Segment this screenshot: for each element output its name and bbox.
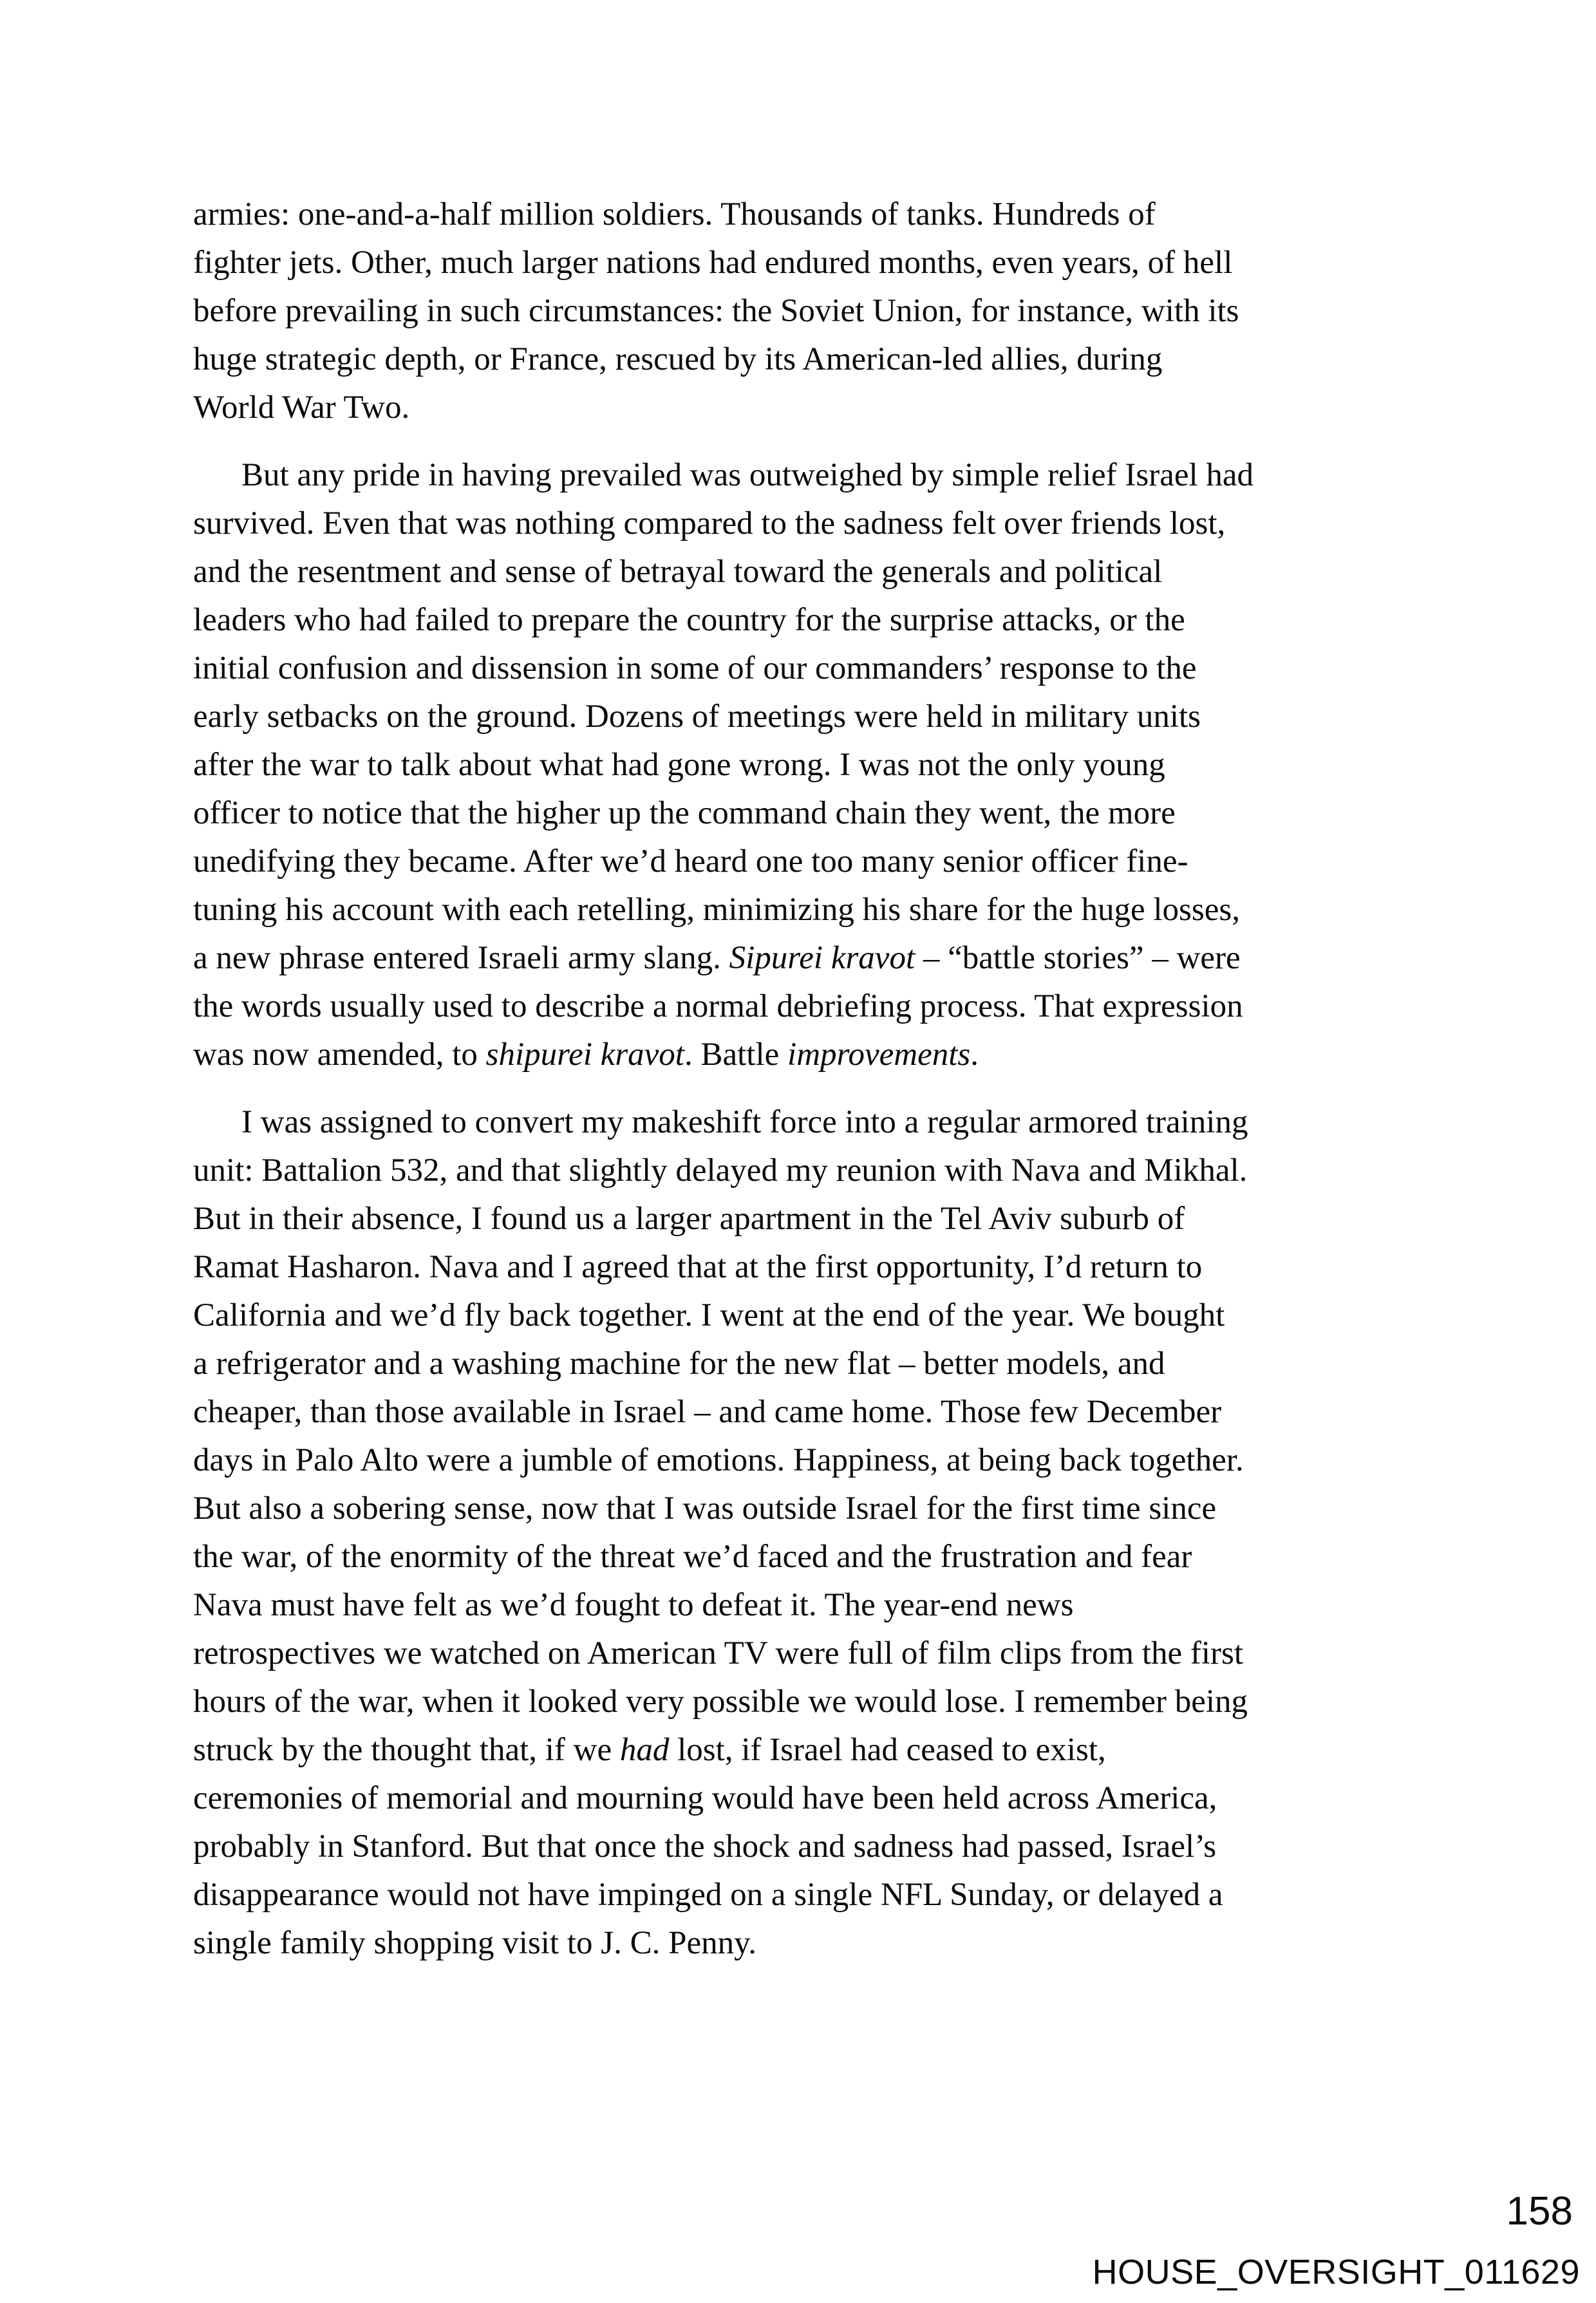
italic-text-segment: improvements xyxy=(787,1037,971,1073)
text-segment: unit: Battalion 532, and that slightly delayed my reunion with Nava and Mikhal. xyxy=(193,1152,1248,1189)
text-line xyxy=(193,644,1436,693)
text-line xyxy=(193,1919,1436,1968)
text-segment: disappearance would not have impinged on a single NFL Sunday, or delayed a xyxy=(193,1877,1223,1913)
text-line xyxy=(193,287,1436,335)
text-line xyxy=(193,1774,1436,1823)
text-segment: . xyxy=(970,1037,979,1073)
text-line xyxy=(193,1678,1436,1726)
text-line xyxy=(193,1726,1436,1774)
text-line xyxy=(193,1823,1436,1871)
text-segment: lost, if Israel had ceased to exist, xyxy=(669,1732,1106,1768)
text-line xyxy=(193,451,1436,500)
text-segment: the words usually used to describe a normal debriefing process. That expression xyxy=(193,988,1243,1024)
italic-text-segment: shipurei kravot xyxy=(485,1037,684,1073)
text-line xyxy=(193,1195,1436,1243)
text-segment: World War Two. xyxy=(193,390,410,426)
text-segment: struck by the thought that, if we xyxy=(193,1732,620,1768)
text-line xyxy=(193,789,1436,838)
text-segment: single family shopping visit to J. C. Penny. xyxy=(193,1925,757,1961)
text-segment: cheaper, than those available in Israel – and came home. Those few December xyxy=(193,1394,1222,1430)
text-line xyxy=(193,741,1436,789)
text-line xyxy=(193,1098,1436,1147)
text-line xyxy=(193,1485,1436,1533)
text-segment: days in Palo Alto were a jumble of emotions. Happiness, at being back together. xyxy=(193,1442,1244,1478)
text-segment: Ramat Hasharon. Nava and I agreed that at the first opportunity, I’d return to xyxy=(193,1249,1203,1285)
text-line xyxy=(193,191,1436,239)
text-line xyxy=(193,1031,1436,1079)
text-segment: early setbacks on the ground. Dozens of meetings were held in military units xyxy=(193,699,1201,735)
text-line xyxy=(193,548,1436,596)
text-line xyxy=(193,1581,1436,1630)
text-segment: hours of the war, when it looked very possible we would lose. I remember being xyxy=(193,1684,1248,1720)
text-segment: probably in Stanford. But that once the shock and sadness had passed, Israel’s xyxy=(193,1828,1217,1865)
page-number: 158 xyxy=(1506,2189,1573,2233)
text-line xyxy=(193,1388,1436,1436)
text-segment: a new phrase entered Israeli army slang. xyxy=(193,940,729,976)
text-segment: before prevailing in such circumstances: the Soviet Union, for instance, with its xyxy=(193,293,1239,329)
text-line xyxy=(193,1243,1436,1292)
text-block xyxy=(193,191,1436,1968)
text-segment: survived. Even that was nothing compared to the sadness felt over friends lost, xyxy=(193,505,1226,541)
text-line xyxy=(193,1340,1436,1388)
text-line xyxy=(193,1147,1436,1195)
text-segment: initial confusion and dissension in some of our commanders’ response to the xyxy=(193,650,1197,686)
text-segment: leaders who had failed to prepare the country for the surprise attacks, or the xyxy=(193,602,1185,638)
text-line xyxy=(193,1871,1436,1919)
text-segment: was now amended, to xyxy=(193,1037,486,1073)
text-segment: after the war to talk about what had gone wrong. I was not the only young xyxy=(193,747,1165,783)
text-segment: officer to notice that the higher up the command chain they went, the more xyxy=(193,795,1176,831)
text-segment: Nava must have felt as we’d fought to defeat it. The year-end news xyxy=(193,1587,1074,1623)
text-line xyxy=(193,239,1436,287)
text-segment: and the resentment and sense of betrayal toward the generals and political xyxy=(193,554,1163,590)
text-segment: huge strategic depth, or France, rescued by its American-led allies, during xyxy=(193,341,1163,377)
italic-text-segment: Sipurei kravot xyxy=(729,940,915,976)
text-line xyxy=(193,335,1436,384)
text-segment: California and we’d fly back together. I went at the end of the year. We bought xyxy=(193,1297,1225,1333)
text-segment: . Battle xyxy=(684,1037,788,1073)
text-segment: retrospectives we watched on American TV were full of film clips from the first xyxy=(193,1635,1244,1671)
text-line xyxy=(193,982,1436,1031)
text-segment: unedifying they became. After we’d heard one too many senior officer fine- xyxy=(193,843,1188,879)
text-line xyxy=(193,693,1436,741)
text-segment: fighter jets. Other, much larger nations had endured months, even years, of hell xyxy=(193,245,1233,281)
text-line xyxy=(193,384,1436,432)
text-segment: a refrigerator and a washing machine for the new flat – better models, and xyxy=(193,1346,1165,1382)
text-line xyxy=(193,500,1436,548)
text-line xyxy=(193,838,1436,886)
text-line xyxy=(193,596,1436,644)
text-line xyxy=(193,886,1436,934)
text-line xyxy=(193,934,1436,982)
paragraph xyxy=(193,451,1436,1079)
text-segment: ceremonies of memorial and mourning would have been held across America, xyxy=(193,1780,1217,1816)
paragraph xyxy=(193,191,1436,432)
text-segment: the war, of the enormity of the threat we’d faced and the frustration and fear xyxy=(193,1539,1192,1575)
text-segment: tuning his account with each retelling, minimizing his share for the huge losses, xyxy=(193,892,1240,928)
text-line xyxy=(193,1630,1436,1678)
text-segment: I was assigned to convert my makeshift force into a regular armored training xyxy=(241,1104,1248,1140)
text-segment: But in their absence, I found us a larger apartment in the Tel Aviv suburb of xyxy=(193,1201,1185,1237)
text-line xyxy=(193,1533,1436,1581)
text-segment: But any pride in having prevailed was outweighed by simple relief Israel had xyxy=(241,457,1254,493)
text-line xyxy=(193,1436,1436,1485)
text-line xyxy=(193,1292,1436,1340)
bates-stamp: HOUSE_OVERSIGHT_011629 xyxy=(1092,2253,1580,2291)
text-segment: – “battle stories” – were xyxy=(915,940,1241,976)
text-segment: armies: one-and-a-half million soldiers. Thousands of tanks. Hundreds of xyxy=(193,196,1156,232)
text-segment: But also a sobering sense, now that I was outside Israel for the first time since xyxy=(193,1490,1217,1527)
italic-text-segment: had xyxy=(619,1732,670,1768)
paragraph xyxy=(193,1098,1436,1968)
